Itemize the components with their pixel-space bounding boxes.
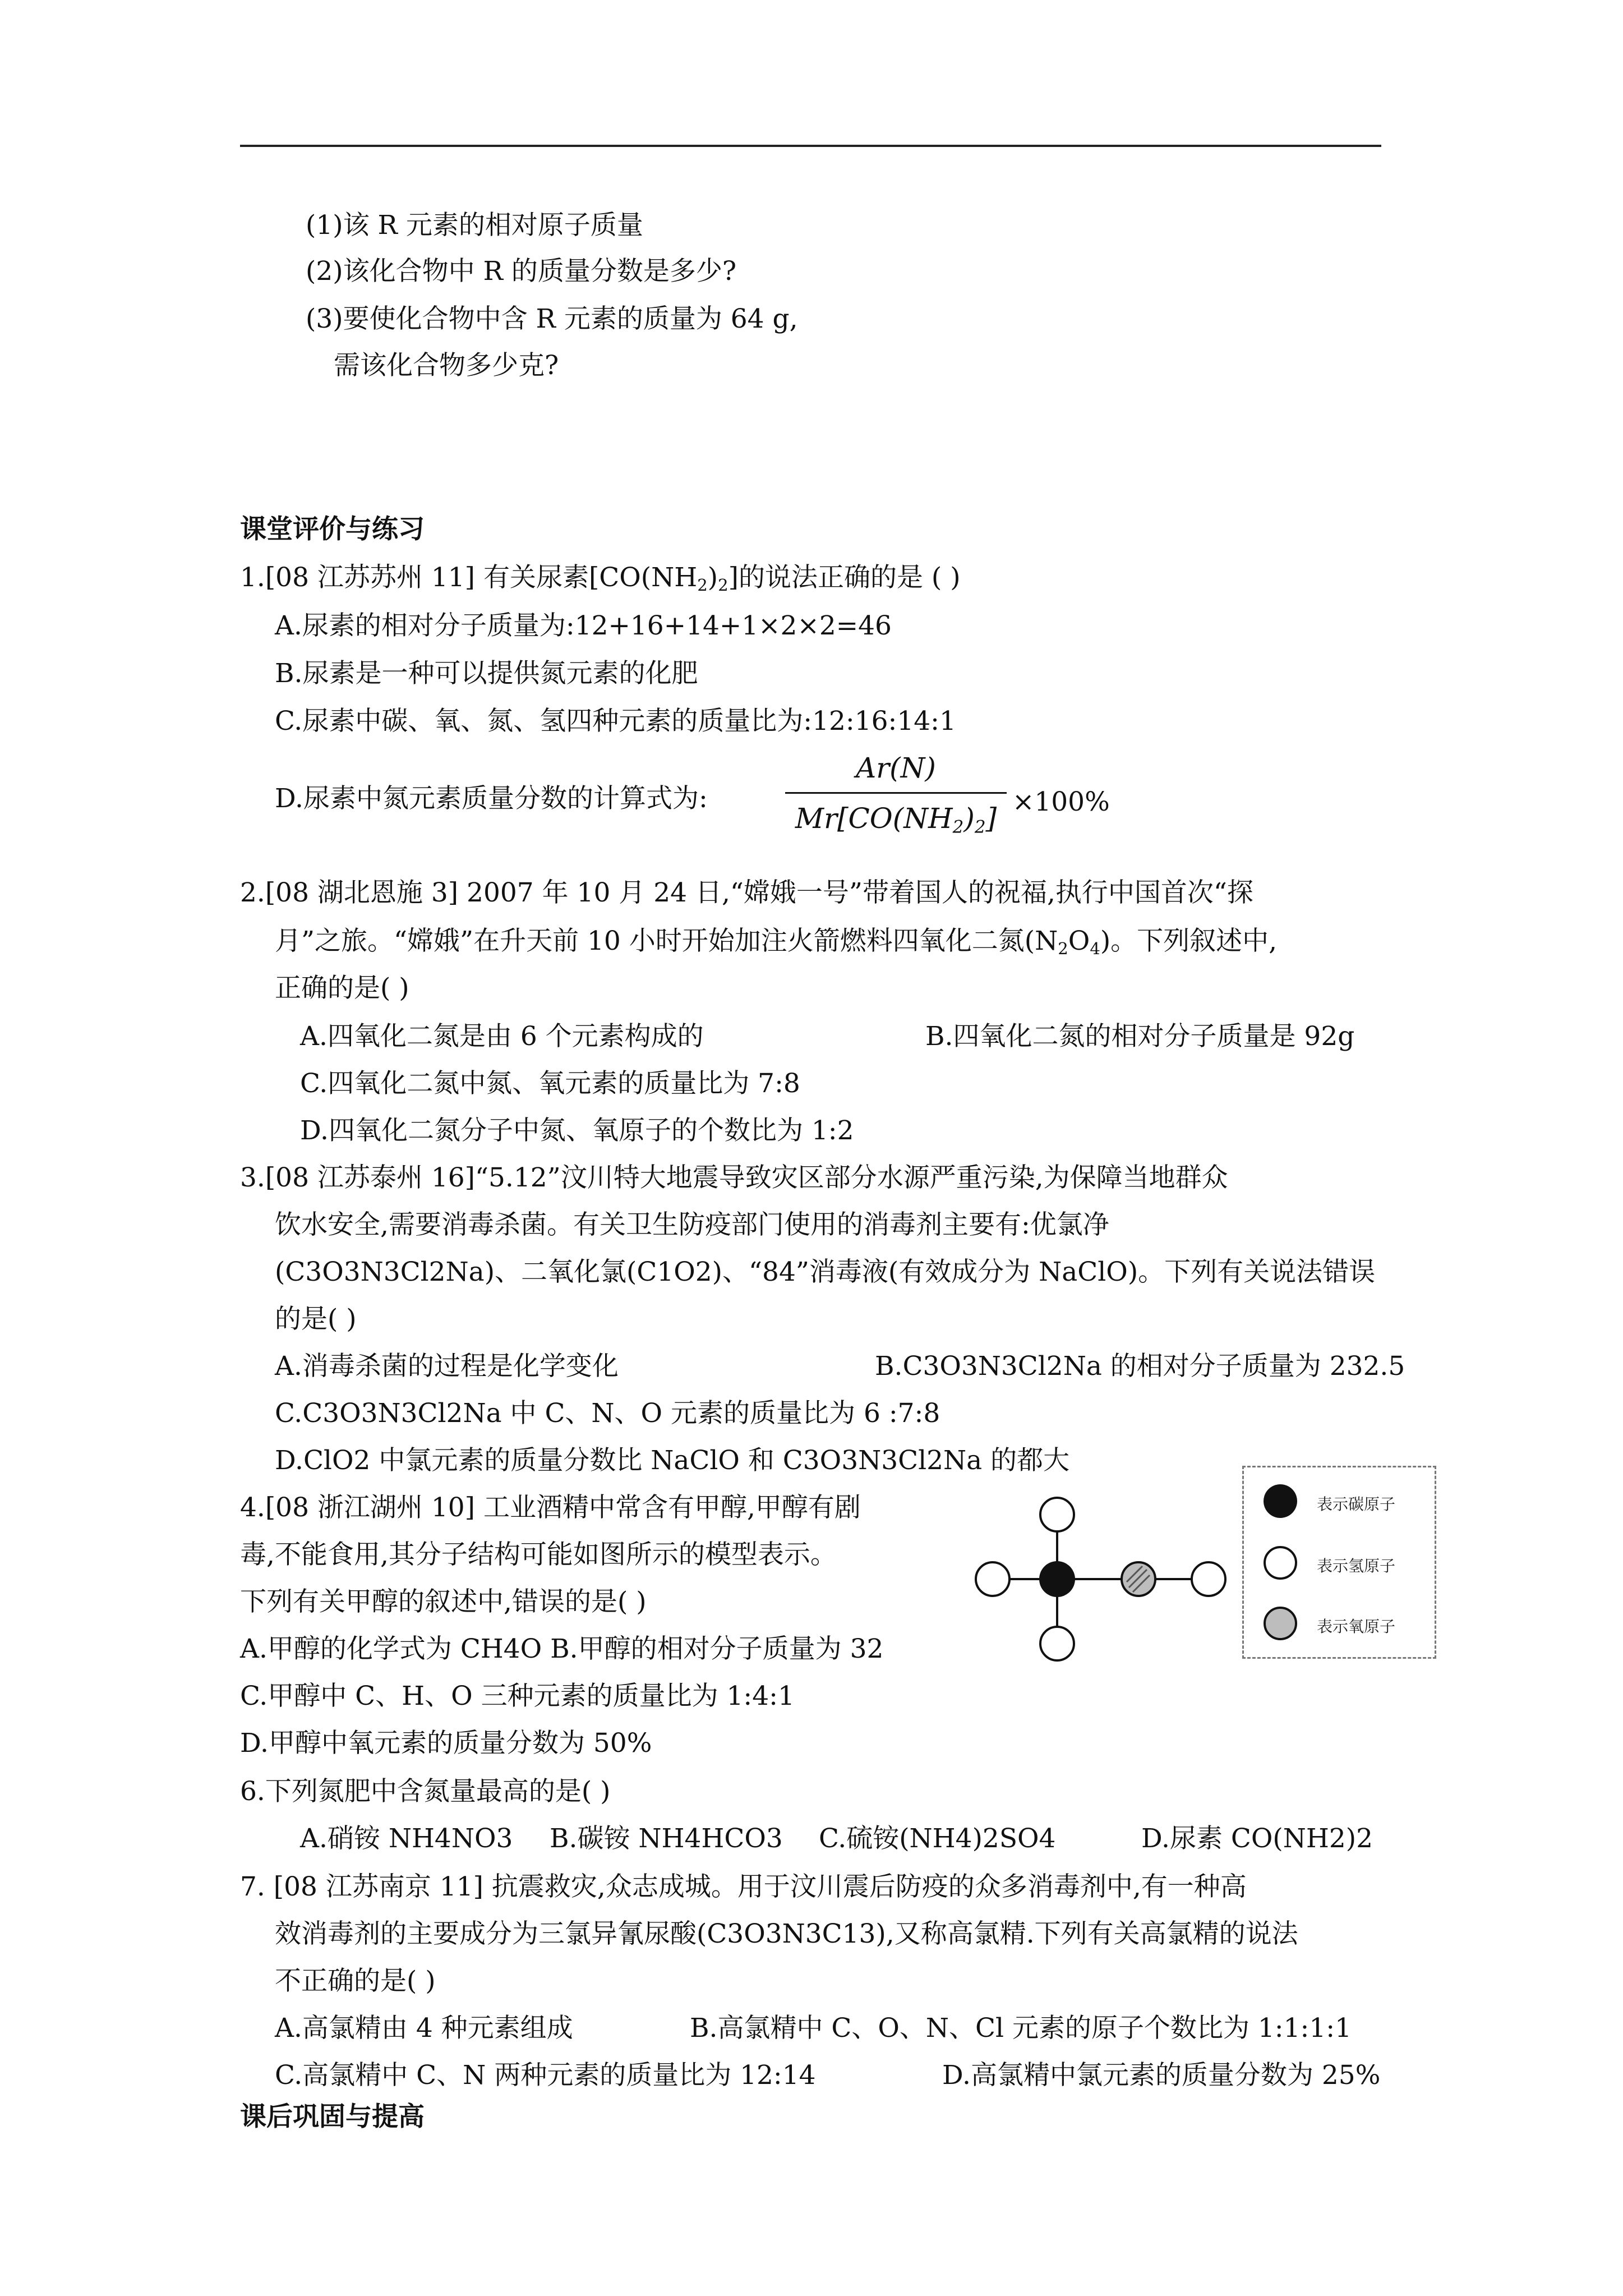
q4-line3: 下列有关甲醇的叙述中,错误的是( ): [240, 1586, 647, 1617]
legend-hydrogen-label: 表示氢原子: [1317, 1557, 1396, 1575]
q3-option-a: A.消毒杀菌的过程是化学变化: [275, 1351, 619, 1382]
q7-option-a: A.高氯精由 4 种元素组成: [275, 2013, 573, 2044]
q1-option-d: D.尿素中氮元素质量分数的计算式为:: [275, 783, 708, 814]
q1-option-b: B.尿素是一种可以提供氮元素的化肥: [275, 658, 698, 689]
q3-line4: 的是( ): [275, 1304, 357, 1335]
q-r-part3: (3)要使化合物中含 R 元素的质量为 64 g,: [306, 303, 798, 334]
q3-line2: 饮水安全,需要消毒杀菌。有关卫生防疫部门使用的消毒剂主要有:优氯净: [275, 1209, 1109, 1240]
legend-carbon-label: 表示碳原子: [1317, 1495, 1396, 1513]
molecule-legend: [1242, 1466, 1436, 1659]
q1-times-100: ×100%: [1012, 786, 1110, 817]
q4-option-d: D.甲醇中氧元素的质量分数为 50%: [240, 1728, 652, 1759]
q2-line2: 月”之旅。“嫦娥”在升天前 10 小时开始加注火箭燃料四氧化二氮$(N_2O_4)$。下列叙述中,: [275, 926, 1278, 959]
q4-options-ab: A.甲醇的化学式为 CH4O B.甲醇的相对分子质量为 32: [240, 1634, 884, 1664]
q2-option-a: A.四氧化二氮是由 6 个元素构成的: [300, 1021, 704, 1052]
q6-option-c: C.硫铵(NH4)2SO4: [819, 1823, 1056, 1854]
q-r-part3-cont: 需该化合物多少克?: [334, 350, 559, 381]
fraction-denominator: $Mr[CO(NH_2)_2]$: [795, 802, 997, 838]
section-title-after-class: 课后巩固与提高: [240, 2101, 425, 2132]
carbon-atom: [1039, 1561, 1075, 1597]
q6-option-b: B.碳铵 NH4HCO3: [550, 1823, 783, 1854]
q3-line1: 3.[08 江苏泰州 16]“5.12”汶川特大地震导致灾区部分水源严重污染,为保障当地群众: [240, 1162, 1228, 1193]
legend-carbon-swatch: [1264, 1484, 1297, 1518]
q7-line2: 效消毒剂的主要成分为三氯异氰尿酸(C3O3N3C13),又称高氯精.下列有关高氯精的说法: [275, 1918, 1298, 1949]
fraction-numerator: Ar(N): [856, 752, 936, 784]
q7-option-c: C.高氯精中 C、N 两种元素的质量比为 12:14: [275, 2060, 816, 2091]
hydrogen-atom: [1040, 1498, 1074, 1531]
q4-line1: 4.[08 浙江湖州 10] 工业酒精中常含有甲醇,甲醇有剧: [240, 1492, 861, 1523]
hydrogen-atom: [1192, 1562, 1225, 1596]
section-title-class-practice: 课堂评价与练习: [240, 514, 425, 545]
q2-option-b: B.四氧化二氮的相对分子质量是 92g: [925, 1021, 1355, 1052]
q7-line3: 不正确的是( ): [275, 1966, 436, 1996]
hydrogen-atom: [1040, 1627, 1074, 1660]
hydrogen-atom: [976, 1562, 1009, 1596]
methanol-molecule-model: [967, 1481, 1237, 1666]
q1-option-a: A.尿素的相对分子质量为:12+16+14+1×2×2=46: [275, 610, 892, 641]
q2-line1: 2.[08 湖北恩施 3] 2007 年 10 月 24 日,“嫦娥一号”带着国人的祝福,执行中国首次“探: [240, 877, 1253, 908]
q-r-part1: (1)该 R 元素的相对原子质量: [306, 210, 643, 241]
q3-option-b: B.C3O3N3Cl2Na 的相对分子质量为 232.5: [875, 1351, 1405, 1382]
q6-option-a: A.硝铵 NH4NO3: [300, 1823, 513, 1854]
q-r-part2: (2)该化合物中 R 的质量分数是多少?: [306, 256, 737, 287]
q1-option-c: C.尿素中碳、氧、氮、氢四种元素的质量比为:12:16:14:1: [275, 706, 956, 737]
legend-oxygen-label: 表示氧原子: [1317, 1617, 1396, 1636]
q6-option-d: D.尿素 CO(NH2)2: [1141, 1823, 1373, 1854]
q7-option-b: B.高氯精中 C、O、N、Cl 元素的原子个数比为 1:1:1:1: [690, 2013, 1352, 2044]
q1-formula-fraction: [785, 752, 1007, 836]
q4-option-c: C.甲醇中 C、H、O 三种元素的质量比为 1:4:1: [240, 1681, 795, 1711]
q3-option-d: D.ClO2 中氯元素的质量分数比 NaClO 和 C3O3N3Cl2Na 的都大: [275, 1445, 1070, 1476]
q6-stem: 6.下列氮肥中含氮量最高的是( ): [240, 1776, 611, 1807]
q1-stem: 1.[08 江苏苏州 11] 有关尿素$[CO(NH_2)_2]$的说法正确的是 ( ): [240, 562, 961, 595]
q7-option-d: D.高氯精中氯元素的质量分数为 25%: [942, 2060, 1381, 2091]
q3-option-c: C.C3O3N3Cl2Na 中 C、N、O 元素的质量比为 6 :7:8: [275, 1398, 940, 1429]
legend-hydrogen-swatch: [1265, 1547, 1296, 1579]
legend-oxygen-swatch: [1265, 1608, 1296, 1639]
fraction-bar: [785, 792, 1007, 794]
q3-line3: (C3O3N3Cl2Na)、二氧化氯(C1O2)、“84”消毒液(有效成分为 NaClO)。下列有关说法错误: [275, 1257, 1376, 1287]
q2-option-c: C.四氧化二氮中氮、氧元素的质量比为 7:8: [300, 1068, 800, 1099]
q2-option-d: D.四氧化二氮分子中氮、氧原子的个数比为 1:2: [300, 1115, 854, 1146]
q4-line2: 毒,不能食用,其分子结构可能如图所示的模型表示。: [240, 1539, 837, 1570]
q7-line1: 7. [08 江苏南京 11] 抗震救灾,众志成城。用于汶川震后防疫的众多消毒剂中,有一种高: [240, 1871, 1247, 1902]
q2-line3: 正确的是( ): [275, 973, 409, 1004]
header-rule: [240, 145, 1381, 147]
